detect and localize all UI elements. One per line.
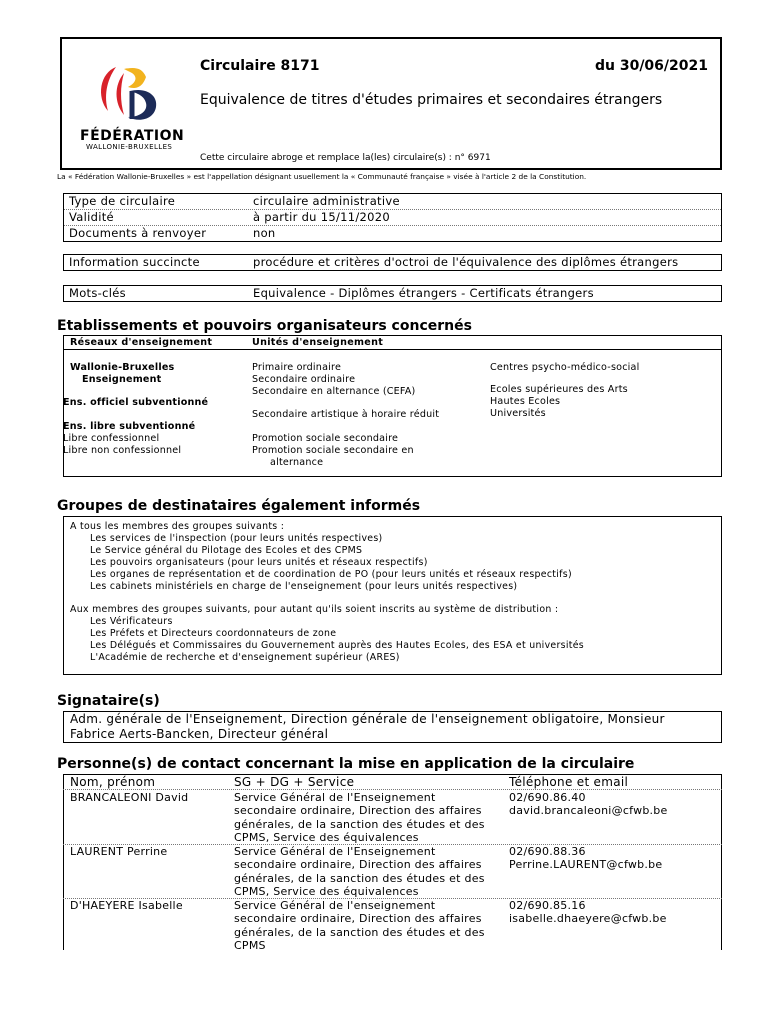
documents-value: non	[253, 226, 276, 240]
validite-value: à partir du 15/11/2020	[253, 210, 390, 224]
contacts-header-divider	[63, 789, 722, 790]
unite-secondaire: Secondaire ordinaire	[252, 374, 356, 385]
unite-hautes-ecoles: Hautes Ecoles	[490, 396, 561, 407]
contact-email[interactable]: Perrine.LAURENT@cfwb.be	[509, 858, 663, 871]
contact-service-line: générales, de la sanction des études et des	[234, 926, 485, 939]
contact-email[interactable]: isabelle.dhaeyere@cfwb.be	[509, 912, 667, 925]
contact-service-line: CPMS, Service des équivalences	[234, 831, 419, 844]
contact-email[interactable]: david.brancaleoni@cfwb.be	[509, 804, 668, 817]
unite-promotion-alternance-line1: Promotion sociale secondaire en	[252, 445, 414, 456]
succincte-table	[63, 254, 722, 271]
col-tel-header: Téléphone et email	[509, 775, 629, 789]
groupes-list2-item: Les Délégués et Commissaires du Gouvernement auprès des Hautes Ecoles, des ESA et universités	[90, 640, 584, 651]
unite-primaire: Primaire ordinaire	[252, 362, 342, 373]
groupes-list1-item: Les pouvoirs organisateurs (pour leurs unités et réseaux respectifs)	[90, 557, 428, 568]
circular-date: du 30/06/2021	[594, 58, 708, 74]
contact-service-line: secondaire ordinaire, Direction des affaires	[234, 912, 482, 925]
contact-service-line: CPMS	[234, 939, 266, 952]
etab-header-divider	[63, 349, 722, 350]
signataire-line-1: Adm. générale de l'Enseignement, Direction générale de l'enseignement obligatoire, Monsieur	[70, 712, 665, 726]
contact-service-line: générales, de la sanction des études et des	[234, 872, 485, 885]
contact-service-line: secondaire ordinaire, Direction des affaires	[234, 858, 482, 871]
contact-service-line: Service Général de l'Enseignement	[234, 791, 436, 804]
circular-info-table	[63, 193, 722, 242]
succincte-label: Information succincte	[69, 255, 200, 269]
groupes-list2-item: Les Vérificateurs	[90, 616, 173, 627]
federation-logo-icon	[94, 63, 170, 123]
unite-promotion-sociale: Promotion sociale secondaire	[252, 433, 399, 444]
mots-cles-label: Mots-clés	[69, 286, 126, 300]
info-row-mots-cles	[64, 286, 721, 301]
logo-wallonie-bruxelles-text: WALLONIE-BRUXELLES	[86, 143, 173, 151]
reseau-libre-non-confessionnel: Libre non confessionnel	[63, 445, 182, 456]
contact-nom: LAURENT Perrine	[70, 845, 168, 858]
reseau-officiel: Ens. officiel subventionné	[63, 397, 209, 408]
contact-service-line: Service Général de l'enseignement	[234, 899, 436, 912]
col-service-header: SG + DG + Service	[234, 775, 355, 789]
unite-esa: Ecoles supérieures des Arts	[490, 384, 628, 395]
reseau-wbe-line1: Wallonie-Bruxelles	[70, 362, 175, 373]
groupes-list2-item: L'Académie de recherche et d'enseignement supérieur (ARES)	[90, 652, 400, 663]
succincte-value: procédure et critères d'octroi de l'équivalence des diplômes étrangers	[253, 255, 679, 269]
reseau-libre-confessionnel: Libre confessionnel	[63, 433, 160, 444]
contacts-heading: Personne(s) de contact concernant la mise en application de la circulaire	[57, 756, 635, 772]
groupes-list1-item: Les cabinets ministériels en charge de l'enseignement (pour leurs unités respectives)	[90, 581, 518, 592]
col-unites-header: Unités d'enseignement	[252, 337, 384, 348]
contact-service-line: Service Général de l'Enseignement	[234, 845, 436, 858]
info-row-documents	[64, 226, 721, 241]
info-row-succincte	[64, 255, 721, 270]
etablissements-heading: Etablissements et pouvoirs organisateurs concernés	[57, 318, 472, 334]
groupes-intro-2: Aux membres des groupes suivants, pour autant qu'ils soient inscrits au système de distribution :	[70, 604, 559, 615]
logo-federation-text: FÉDÉRATION	[80, 128, 185, 144]
groupes-intro-1: A tous les membres des groupes suivants :	[70, 521, 285, 532]
groupes-list1-item: Le Service général du Pilotage des Ecoles et des CPMS	[90, 545, 363, 556]
contact-telephone: 02/690.85.16	[509, 899, 586, 912]
contact-telephone: 02/690.88.36	[509, 845, 586, 858]
abroge-note: Cette circulaire abroge et remplace la(les) circulaire(s) : n° 6971	[200, 153, 491, 163]
type-label: Type de circulaire	[69, 194, 176, 208]
col-reseaux-header: Réseaux d'enseignement	[70, 337, 213, 348]
signataire-line-2: Fabrice Aerts-Bancken, Directeur général	[70, 727, 329, 741]
reseau-libre: Ens. libre subventionné	[63, 421, 196, 432]
contact-nom: BRANCALEONI David	[70, 791, 189, 804]
mots-cles-value: Equivalence - Diplômes étrangers - Certificats étrangers	[253, 286, 594, 300]
info-row-type	[64, 194, 721, 210]
contact-service-line: secondaire ordinaire, Direction des affaires	[234, 804, 482, 817]
contact-nom: D'HAEYERE Isabelle	[70, 899, 183, 912]
unite-artistique: Secondaire artistique à horaire réduit	[252, 409, 440, 420]
validite-label: Validité	[69, 210, 114, 224]
circular-title: Equivalence de titres d'études primaires et secondaires étrangers	[200, 92, 663, 108]
mots-cles-table	[63, 285, 722, 302]
federation-note: La « Fédération Wallonie-Bruxelles » est l'appellation désignant usuellement la « Communauté française » visée à l'article 2 de la Constitution.	[57, 172, 587, 181]
contact-telephone: 02/690.86.40	[509, 791, 586, 804]
contact-service-line: générales, de la sanction des études et des	[234, 818, 485, 831]
groupes-list2-item: Les Préfets et Directeurs coordonnateurs de zone	[90, 628, 337, 639]
reseau-wbe-line2: Enseignement	[82, 374, 162, 385]
contact-service-line: CPMS, Service des équivalences	[234, 885, 419, 898]
unite-universites: Universités	[490, 408, 546, 419]
info-row-validite	[64, 210, 721, 226]
documents-label: Documents à renvoyer	[69, 226, 207, 240]
unite-promotion-alternance-line2: alternance	[270, 457, 324, 468]
unite-cefa: Secondaire en alternance (CEFA)	[252, 386, 416, 397]
groupes-list1-item: Les organes de représentation et de coordination de PO (pour leurs unités et réseaux respectifs)	[90, 569, 572, 580]
circular-number: Circulaire 8171	[200, 58, 320, 74]
type-value: circulaire administrative	[253, 194, 400, 208]
col-nom-header: Nom, prénom	[70, 775, 156, 789]
groupes-list1-item: Les services de l'inspection (pour leurs unités respectives)	[90, 533, 383, 544]
groupes-heading: Groupes de destinataires également informés	[57, 498, 421, 514]
signataire-heading: Signataire(s)	[57, 693, 160, 709]
unite-cpms: Centres psycho-médico-social	[490, 362, 640, 373]
